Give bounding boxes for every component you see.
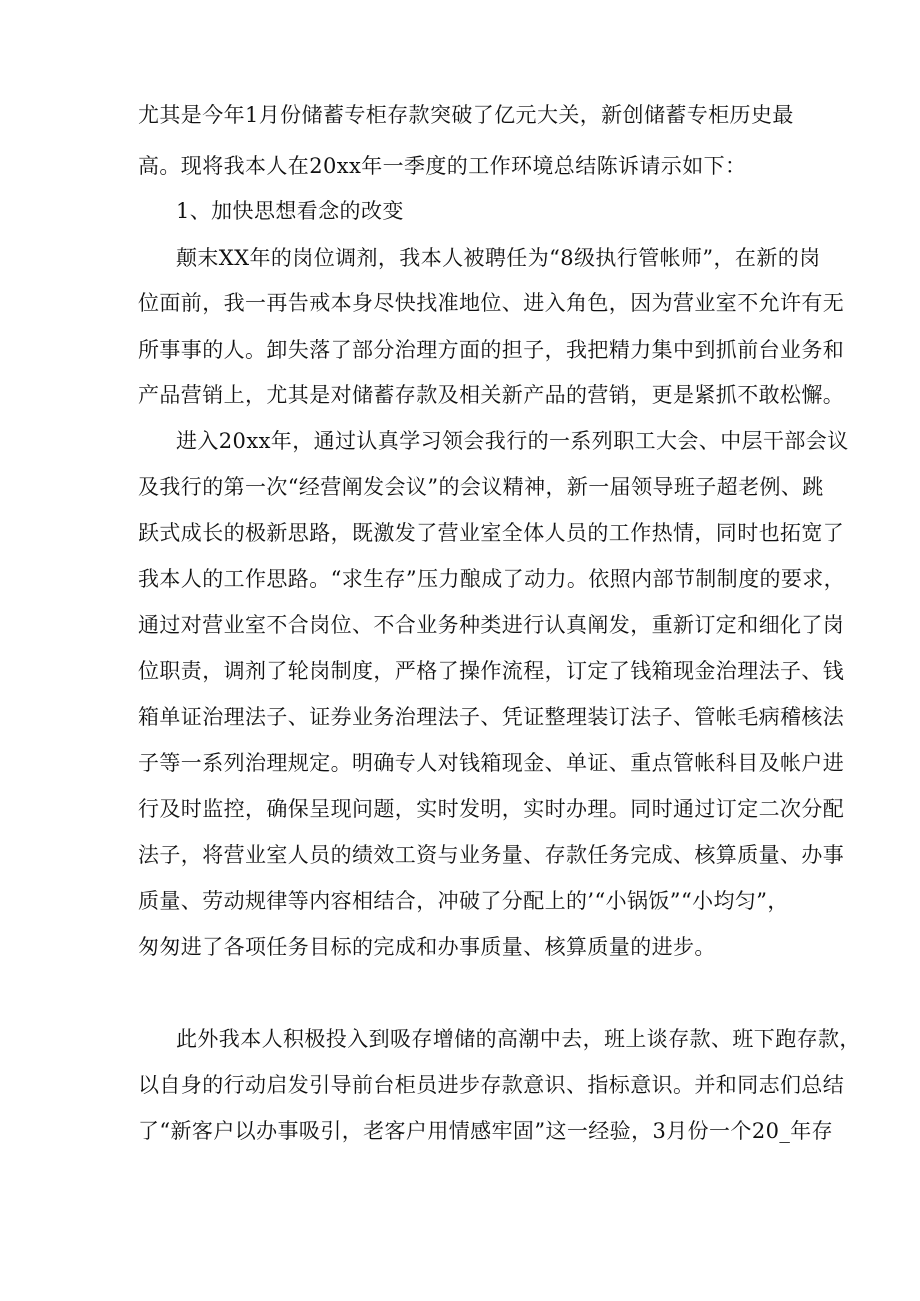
text-line: 产品营销上，尤其是对储蓄存款及相关新产品的营销，更是紧抓不敢松懈。 — [138, 383, 845, 407]
text-line: 位职责，调剂了轮岗制度，严格了操作流程，订定了钱箱现金治理法子、钱 — [138, 659, 845, 683]
text-line: 颠末XX年的岗位调剂，我本人被聘任为“8级执行管帐师”，在新的岗 — [176, 246, 821, 270]
section-heading: 1、加快思想看念的改变 — [176, 199, 404, 223]
text-line: 法子，将营业室人员的绩效工资与业务量、存款任务完成、核算质量、办事 — [138, 843, 845, 867]
text-line: 跃式成长的极新思路，既激发了营业室全体人员的工作热情，同时也拓宽了 — [138, 521, 845, 545]
text-line: 尤其是今年1月份储蓄专柜存款突破了亿元大关，新创储蓄专柜历史最 — [138, 103, 794, 127]
text-line: 了“新客户以办事吸引，老客户用情感牢固”这一经验，3月份一个20_年存 — [138, 1119, 834, 1143]
text-line: 进入20xx年，通过认真学习领会我行的一系列职工大会、中层干部会议 — [176, 429, 849, 453]
text-line: 我本人的工作思路。“求生存”压力酿成了动力。依照内部节制制度的要求， — [138, 567, 846, 591]
text-line: 通过对营业室不合岗位、不合业务种类进行认真阐发，重新订定和细化了岗 — [138, 613, 845, 637]
text-line: 及我行的第一次“经营阐发会议”的会议精神，新一届领导班子超老例、跳 — [138, 475, 824, 499]
text-line: 所事事的人。卸失落了部分治理方面的担子，我把精力集中到抓前台业务和 — [138, 338, 845, 362]
text-line: 此外我本人积极投入到吸存增储的高潮中去，班上谈存款、班下跑存款， — [176, 1027, 861, 1051]
text-line: 箱单证治理法子、证券业务治理法子、凭证整理装订法子、管帐毛病稽核法 — [138, 705, 845, 729]
text-line: 高。现将我本人在20xx年一季度的工作环境总结陈诉请示如下： — [138, 154, 747, 178]
text-line: 位面前，我一再告戒本身尽快找准地位、进入角色，因为营业室不允许有无 — [138, 291, 845, 315]
text-line: 以自身的行动启发引导前台柜员进步存款意识、指标意识。并和同志们总结 — [138, 1073, 845, 1097]
text-line: 匆匆进了各项任务目标的完成和办事质量、核算质量的进步。 — [138, 935, 716, 959]
text-line: 质量、劳动规律等内容相结合，冲破了分配上的’“小锅饭”“小均匀”， — [138, 889, 789, 913]
text-line: 行及时监控，确保呈现问题，实时发明，实时办理。同时通过订定二次分配 — [138, 797, 845, 821]
text-line: 子等一系列治理规定。明确专人对钱箱现金、单证、重点管帐科目及帐户进 — [138, 751, 845, 775]
